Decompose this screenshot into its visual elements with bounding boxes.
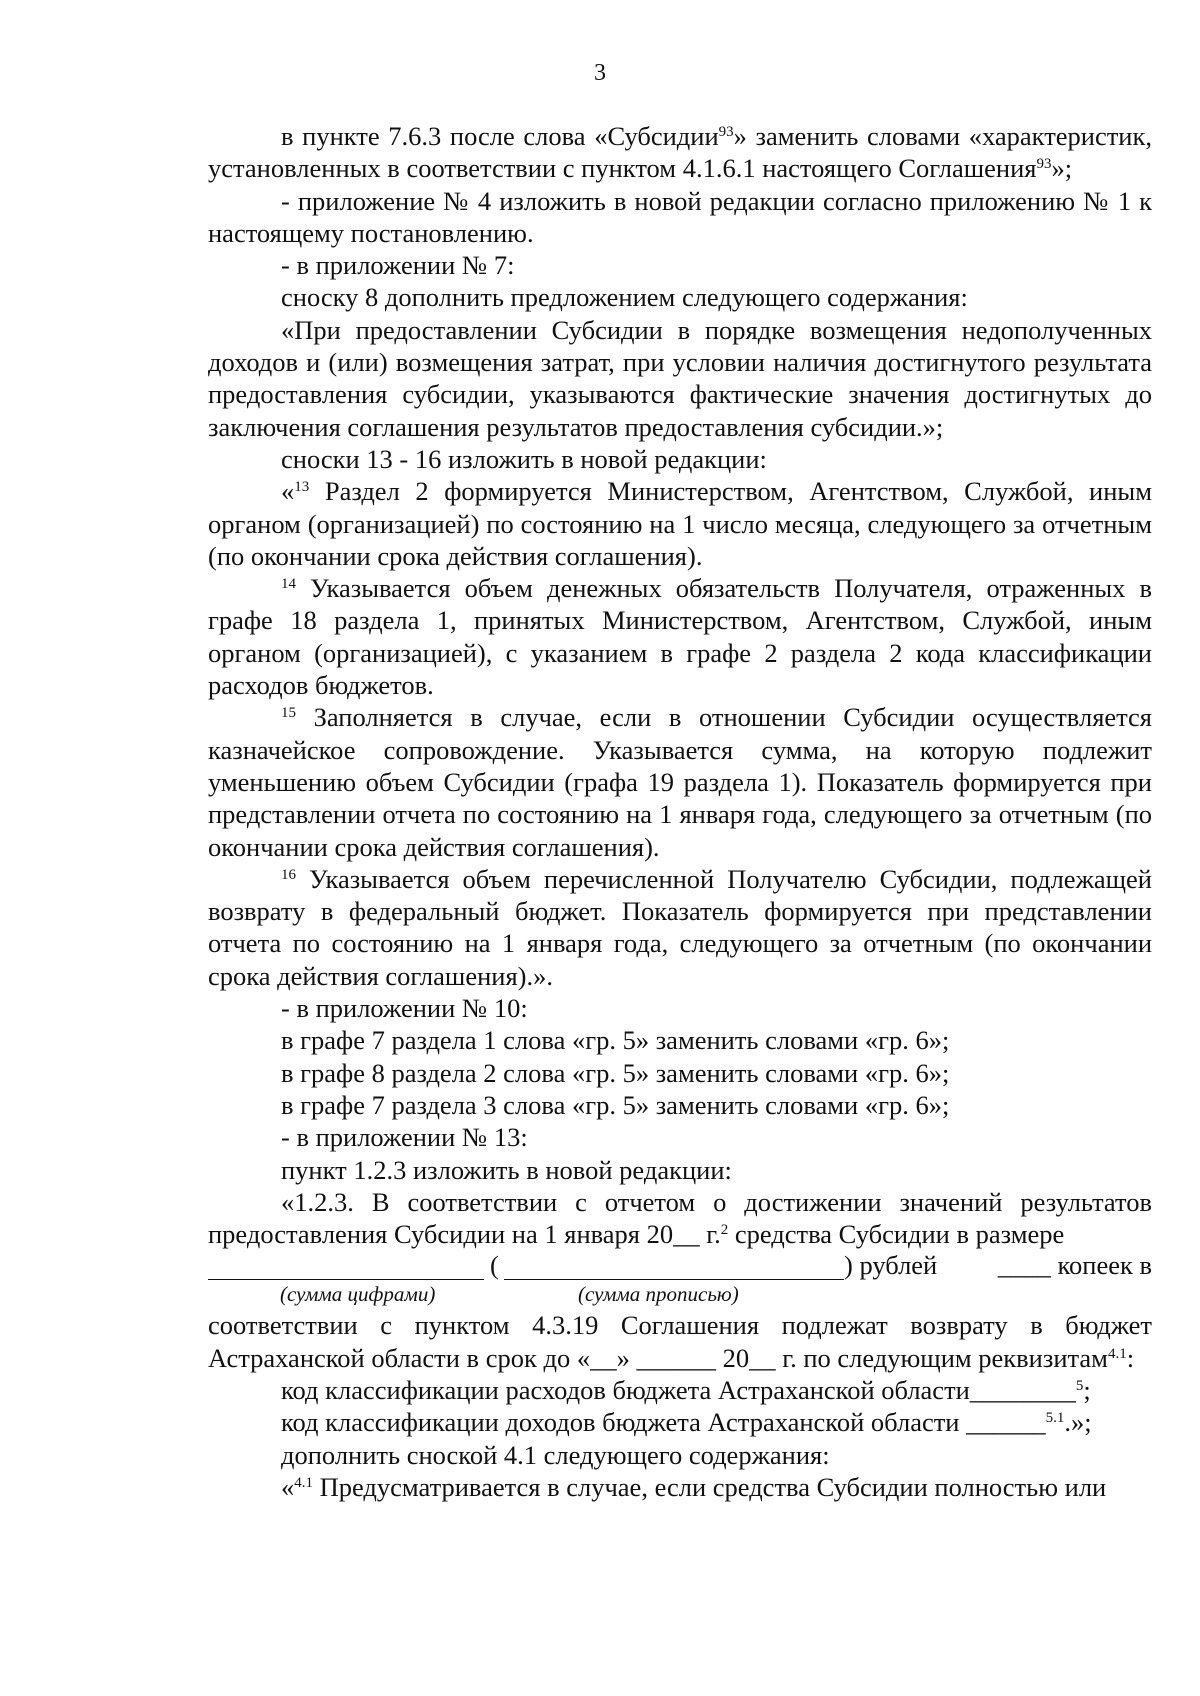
paragraph-column-7-section-1: в графе 7 раздела 1 слова «гр. 5» заменить словами «гр. 6»; [281,1025,950,1056]
paragraph-return-requisites: соответствии с пунктом 4.3.19 Соглашения подлежат возврату в бюджет Астраханской области в срок до «__» ______ 20__ г. по следующим реквизитам$^{4.1}$: [208,1310,1152,1373]
paragraph-appendix-10: - в приложении № 10: [281,993,528,1024]
paragraph-expense-code: код классификации расходов бюджета Астраханской области________$^5$; [281,1374,1091,1405]
paragraph-appendix-13: - в приложении № 13: [281,1122,528,1153]
paragraph-item-1-2-3: пункт 1.2.3 изложить в новой редакции: [281,1154,732,1185]
paragraph-add-footnote-4-1: дополнить сноской 4.1 следующего содержания: [281,1439,830,1470]
document-body [208,120,1152,1503]
footnote-14: $^{14}$ Указывается объем денежных обязательств Получателя, отраженных в графе 18 раздела 1, принятых Министерством, Агентством, Службой, иным органом (организацией), с указанием в графе 2 раздела 2 кода классификации расходов бюджетов. [208,573,1152,701]
paragraph-column-7-section-3: в графе 7 раздела 3 слова «гр. 5» заменить словами «гр. 6»; [281,1089,950,1120]
amount-digits-blank [208,1279,484,1280]
caption-words: (сумма прописью) [578,1282,739,1307]
footnote-15: $^{15}$ Заполняется в случае, если в отношении Субсидии осуществляется казначейское сопровождение. Указывается сумма, на которую подлежит уменьшению объем Субсидии (графа 19 раздела 1). Показатель формируется при представлении отчета по состоянию на 1 января года, следующего за отчетным (по окончании срока действия соглашения). [208,702,1152,862]
footnote-ref: 93 [718,124,734,140]
paragraph-footnotes-13-16: сноски 13 - 16 изложить в новой редакции: [281,443,767,474]
footnote-4-1: «$^{4.1}$ Предусматривается в случае, если средства Субсидии полностью или [281,1471,1107,1502]
paragraph-appendix-4: - приложение № 4 изложить в новой редакции согласно приложению № 1 к настоящему постановлению. [208,185,1152,248]
footnote-16: $^{16}$ Указывается объем перечисленной Получателю Субсидии, подлежащей возврату в федеральный бюджет. Показатель формируется при представлении отчета по состоянию на 1 января года, следующего за отчетным (по окончании срока действия соглашения).». [208,863,1152,991]
paragraph-1-2-3-text: «1.2.3. В соответствии с отчетом о достижении значений результатов предоставления Субсидии на 1 января 20__ г.$^2$ средства Субсидии в размере [208,1186,1152,1250]
amount-blank-row: ( ) рублей ____ копеек в [208,1250,1152,1282]
page-number: 3 [594,60,606,86]
amount-words-blank [504,1279,844,1280]
footnote-ref: 93 [1036,156,1052,173]
paragraph-income-code: код классификации доходов бюджета Астраханской области ______$^{5.1}$.»; [281,1407,1092,1438]
amount-captions [208,1282,1152,1309]
paragraph-footnote-8: сноску 8 дополнить предложением следующего содержания: [281,282,968,313]
footnote-13: «$^{13}$ Раздел 2 формируется Министерством, Агентством, Службой, иным органом (организацией) по состоянию на 1 число месяца, следующего за отчетным (по окончании срока действия соглашения). [208,476,1152,571]
paragraph-7-6-3: в пункте 7.6.3 после слова «Субсидии$^{93}$» заменить словами «характеристик, установленных в соответствии с пунктом 4.1.6.1 настоящего Соглашения$^{93}$»; [208,121,1152,184]
paragraph-appendix-7: - в приложении № 7: [281,250,515,281]
caption-digits: (сумма цифрами) [280,1282,436,1307]
paragraph-quote-subsidy: «При предоставлении Субсидии в порядке возмещения недополученных доходов и (или) возмещения затрат, при условии наличия достигнутого результата предоставления субсидии, указываются фактические значения достигнутых до заключения соглашения результатов предоставления субсидии.»; [208,314,1152,442]
paragraph-column-8-section-2: в графе 8 раздела 2 слова «гр. 5» заменить словами «гр. 6»; [281,1057,950,1088]
